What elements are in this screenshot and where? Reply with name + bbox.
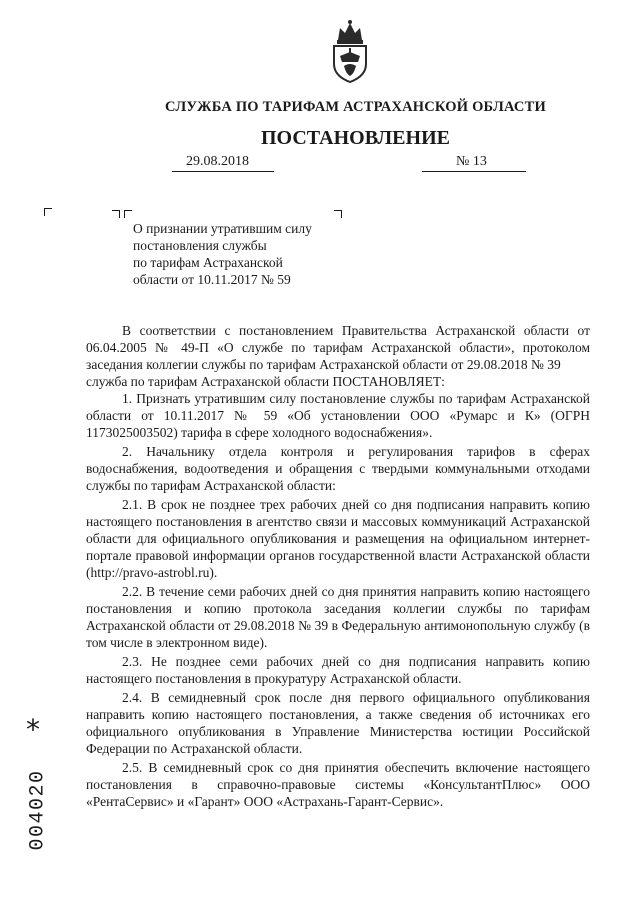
paragraph-2: 2. Начальнику отдела контроля и регулирования тарифов в сферах водоснабжения, водоотведения и обращения с твердыми коммунальными отходами службы по тарифам Астраханской области: xyxy=(86,444,590,493)
paragraph-2-5: 2.5. В семидневный срок со дня принятия обеспечить включение настоящего постановления в справочно-правовые системы «КонсультантПлюс» ООО «РентаСервис» и «Гарант» ООО «Астрахань-Гарант-Сервис». xyxy=(86,760,590,809)
paragraph-2-4: 2.4. В семидневный срок после дня первого официального опубликования направить копию настоящего постановления, а также сведения об источниках его официального опубликования в Управление Министерства юстиции Российской Федерации по Астраханской области. xyxy=(86,690,590,756)
serial-number: 004020 xyxy=(26,769,50,851)
corner-mark xyxy=(334,210,342,218)
serial-stamp xyxy=(26,750,50,870)
corner-mark xyxy=(112,210,120,218)
paragraph-1: 1. Признать утратившим силу постановление службы по тарифам Астраханской области от 10.11.2017 № 59 «Об установлении ООО «Румарс и К» (ОГРН 1173025003502) тарифа в сфере холодного водоснабжения». xyxy=(86,391,590,440)
paragraph-2-3: 2.3. Не позднее семи рабочих дней со дня подписания направить копию настоящего постановления в прокуратуру Астраханской области. xyxy=(86,654,590,686)
paragraph-2-1: 2.1. В срок не позднее трех рабочих дней со дня подписания направить копию настоящего постановления в агентство связи и массовых коммуникаций Астраханской области для официального опубликования и размещения на официальном интернет-портале правовой информации органов государственной власти Астраханской области (http://pravo-astrobl.ru). xyxy=(86,497,590,580)
organization-name: СЛУЖБА ПО ТАРИФАМ АСТРАХАНСКОЙ ОБЛАСТИ xyxy=(165,99,546,115)
date-underline xyxy=(172,171,274,172)
document-date: 29.08.2018 xyxy=(186,154,249,169)
subject-line: по тарифам Астраханской xyxy=(133,255,283,270)
preamble: В соответствии с постановлением Правительства Астраханской области от 06.04.2005 № 49-П «О службе по тарифам Астраханской области», протоколом заседания коллегии службы по тарифам Астраханской области от 29.08.2018 № 39 xyxy=(86,323,590,372)
document-number: № 13 xyxy=(456,154,487,169)
subject-line: О признании утратившим силу xyxy=(133,221,312,236)
number-underline xyxy=(422,171,526,172)
document-type: ПОСТАНОВЛЕНИЕ xyxy=(261,127,450,149)
subject-line: постановления службы xyxy=(133,238,267,253)
resolution-clause: служба по тарифам Астраханской области ПОСТАНОВЛЯЕТ: xyxy=(86,374,445,389)
document-subject xyxy=(133,220,343,288)
margin-asterisk: * xyxy=(26,713,40,746)
corner-mark xyxy=(44,208,52,216)
corner-mark xyxy=(124,210,132,218)
document-body xyxy=(86,322,590,810)
coat-of-arms-icon xyxy=(328,18,372,84)
subject-line: области от 10.11.2017 № 59 xyxy=(133,272,291,287)
paragraph-2-2: 2.2. В течение семи рабочих дней со дня принятия направить копию настоящего постановления и копию протокола заседания коллегии службы по тарифам Астраханской области от 29.08.2018 № 39 в Федеральную антимонопольную службу (в том числе в электронном виде). xyxy=(86,584,590,650)
